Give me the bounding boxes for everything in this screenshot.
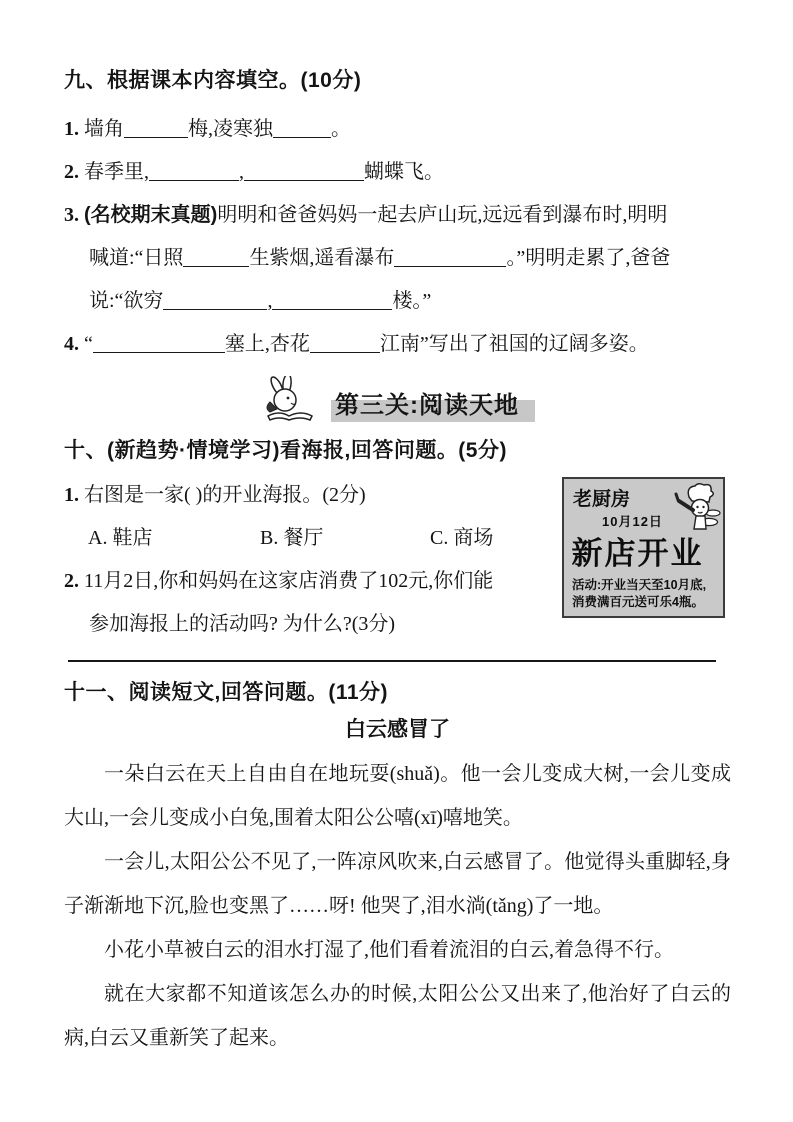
story-paragraph: 小花小草被白云的泪水打湿了,他们看着流泪的白云,着急得不行。: [104, 939, 674, 961]
poster-activity-line-2: 消费满百元送可乐4瓶。: [572, 595, 704, 609]
question-text: 塞上,杏花: [224, 333, 310, 355]
question-text: 生紫烟,遥看瀑布: [249, 247, 395, 269]
question-9-3-line-1: [64, 194, 731, 237]
blank-line: [273, 117, 331, 138]
poster-activity-line-1: 活动:开业当天至10月底,: [572, 578, 707, 592]
question-10-2-line-2: [89, 603, 566, 646]
section-10-body: [64, 474, 566, 646]
question-9-3-line-2: [89, 237, 731, 280]
question-number: 1.: [64, 118, 79, 140]
question-number: 1.: [64, 484, 79, 506]
blank-line: [149, 160, 239, 181]
question-number: 4.: [64, 333, 79, 355]
story-paragraph: 一会儿,太阳公公不见了,一阵凉风吹来,白云感冒了。他觉得头重脚轻,身子渐渐地下沉,脸也变黑了……呀! 他哭了,泪水淌(tǎng)了一地。: [64, 851, 731, 917]
blank-line: [163, 289, 267, 310]
question-tag: (名校期末真题): [84, 204, 218, 226]
section-10-title: 十、(新趋势·情境学习)看海报,回答问题。(5分): [64, 439, 507, 462]
question-text: 春季里,: [84, 161, 149, 183]
question-text: ,: [239, 161, 244, 183]
option-c: C. 商场: [430, 527, 494, 549]
section-banner: [64, 376, 731, 424]
question-text: 墙角: [84, 118, 124, 140]
question-text: 说:“欲穷: [89, 290, 164, 312]
option-b: B. 餐厅: [260, 527, 324, 549]
opening-poster: [562, 477, 725, 618]
question-10-1-options: [64, 517, 566, 560]
question-10-1: [64, 474, 566, 517]
blank-line: [244, 160, 364, 181]
question-number: 3.: [64, 204, 79, 226]
blank-line: [183, 246, 249, 267]
question-text: 梅,凌寒独: [188, 118, 273, 140]
question-9-4: [64, 323, 731, 366]
story-paragraph: 就在大家都不知道该怎么办的时候,太阳公公又出来了,他治好了白云的病,白云又重新笑了起来。: [64, 983, 731, 1049]
question-9-1: [64, 108, 731, 151]
question-text: 楼。”: [392, 290, 432, 312]
question-text: 喊道:“日照: [89, 247, 184, 269]
blank-line: [272, 289, 392, 310]
section-9-title: 九、根据课本内容填空。(10分): [64, 69, 362, 92]
poster-activity: [572, 577, 706, 611]
blank-line: [124, 117, 188, 138]
question-text: ,: [267, 290, 273, 312]
question-text: “: [84, 333, 93, 355]
question-10-2-line-1: [64, 560, 566, 603]
blank-line: [310, 332, 380, 353]
rabbit-reading-icon: [260, 376, 318, 428]
question-text: 明明和爸爸妈妈一起去庐山玩,远远看到瀑布时,明明: [217, 204, 668, 226]
question-9-2: [64, 151, 731, 194]
question-number: 2.: [64, 161, 79, 183]
banner-label: 第三关:阅读天地: [331, 392, 535, 422]
poster-date: 10月12日: [602, 514, 663, 529]
question-text: 。: [331, 118, 351, 140]
section-11-title: 十一、阅读短文,回答问题。(11分): [64, 681, 389, 704]
question-text: 右图是一家( )的开业海报。(2分): [84, 484, 366, 506]
question-9-3-line-3: [89, 280, 731, 323]
question-text: 江南”写出了祖国的辽阔多姿。: [379, 333, 649, 355]
section-divider: [68, 660, 716, 662]
question-number: 2.: [64, 570, 79, 592]
story-paragraph: 一朵白云在天上自由自在地玩耍(shuǎ)。他一会儿变成大树,一会儿变成大山,一会儿变成小白兔,围着太阳公公嘻(xī)嘻地笑。: [64, 763, 731, 829]
option-a: A. 鞋店: [88, 527, 153, 549]
question-text: 蝴蝶飞。: [364, 161, 444, 183]
question-text: 。”明明走累了,爸爸: [506, 247, 671, 269]
blank-line: [93, 332, 225, 353]
question-text: 11月2日,你和妈妈在这家店消费了102元,你们能: [84, 570, 494, 592]
poster-shop-name: 老厨房: [573, 489, 631, 510]
question-text: 参加海报上的活动吗? 为什么?(3分): [89, 613, 396, 635]
poster-headline: 新店开业: [571, 536, 704, 571]
blank-line: [394, 246, 506, 267]
story-title: 白云感冒了: [345, 718, 450, 741]
